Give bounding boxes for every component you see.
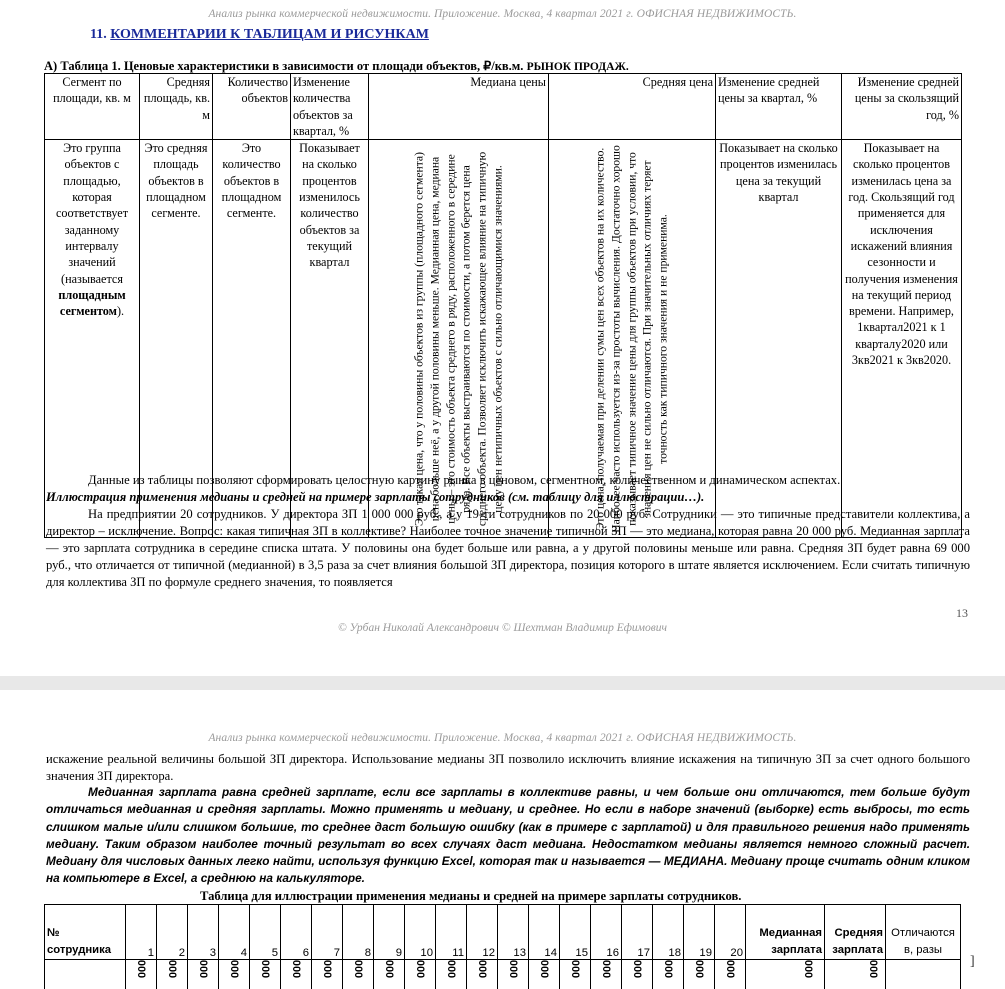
table2-cell: [250, 960, 281, 989]
salary-fragment: 000: [135, 959, 147, 979]
table1-header: Сегмент по площади, кв. м: [45, 74, 140, 140]
table2-col-header: 12: [467, 905, 498, 960]
salary-fragment: 000: [445, 959, 457, 979]
table2-cell: [684, 960, 715, 989]
illustration-title: Иллюстрация применения медианы и средней на примере зарплаты сотрудников (см. таблицу для иллюстрации…).: [46, 490, 705, 504]
salary-fragment: 000: [631, 959, 643, 979]
table2-header: № сотрудника: [45, 905, 126, 960]
table1-cell: Это средняя площадь объектов в площадном сегменте.: [140, 140, 213, 538]
table2-col-header: 10: [405, 905, 436, 960]
copyright-footer: © Урбан Николай Александрович © Шехтман Владимир Ефимович: [338, 622, 667, 634]
table2-col-header: 14: [529, 905, 560, 960]
table2-cell: [715, 960, 746, 989]
table1-header: Медиана цены: [369, 74, 549, 140]
table1-cell: Показывает на сколько процентов изменилась цена за год. Скользящий год применяется для исключения искажений влияния сезонности и получения изменения на текущий период времени. Например, 1квартал2021 к 1 кварталу2020 или 3кв2021 к 3кв2020.: [842, 140, 962, 538]
salary-fragment: 000: [662, 959, 674, 979]
table2-col-header: 9: [374, 905, 405, 960]
mean-description: Это цена, получаемая при делении сумы цен всех объектов на их количество. Наиболее часто используется из-за простоты вычисления. Достаточно хорошо показывает типичное значение цены для группы объектов при условии, что значения цен не сильно отличаются. При значительных отличиях теряет точность как типичного значения и не применима.: [593, 144, 670, 533]
table2-cell: [591, 960, 622, 989]
salary-fragment: 000: [693, 959, 705, 979]
table2-cell: [529, 960, 560, 989]
table1-cell: Показывает на сколько процентов изменилась цена за текущий квартал: [716, 140, 842, 538]
body-paragraph: На предприятии 20 сотрудников. У директора ЗП 1 000 000 руб., а у 19-ти сотрудников по 20 000 руб. Сотрудники — это типичные представители коллектива, а директор – исключение. Вопрос: какая типичная ЗП в коллективе? Наиболее точное значение типичной ЗП — это медиана, которая равна 20 000 руб. Медианная зарплата — это зарплата сотрудника в середине списка штата. У половины она будет больше или равна, а у другой половины меньше или равна. Средняя ЗП будет равна 69 000 руб., что отличается от типичной (медианной) в 3,5 раза за счет влияния большой ЗП директора, позиция которого в штате является исключением. Если считать типичную для коллектива ЗП по формуле среднего значения, то появляется: [46, 507, 970, 589]
table1-cell: Это количество объектов в площадном сегменте.: [213, 140, 291, 538]
page-number: 13: [956, 606, 968, 620]
salary-fragment: 000: [802, 959, 815, 979]
body-paragraph: искажение реальной величины большой ЗП директора. Использование медианы ЗП позволило исключить влияние искажения на типичную ЗП за счет одного большого значения ЗП директора.: [46, 752, 970, 783]
table2-col-header: 20: [715, 905, 746, 960]
table2-col-header: 3: [188, 905, 219, 960]
table2-cell: [886, 960, 961, 989]
table2-data-row: [45, 960, 961, 989]
table2-cell: [653, 960, 684, 989]
table2-cell: [825, 960, 886, 989]
table2-col-header: 18: [653, 905, 684, 960]
salary-fragment: 000: [476, 959, 488, 979]
table2-col-header: 7: [312, 905, 343, 960]
table2-title: Таблица для иллюстрации применения медианы и средней на примере зарплаты сотрудников.: [200, 889, 742, 903]
table1-header: Средняя площадь, кв. м: [140, 74, 213, 140]
salary-fragment: 000: [290, 959, 302, 979]
table2-cell: [343, 960, 374, 989]
document-page-2: [0, 690, 1005, 989]
table2-col-header: 11: [436, 905, 467, 960]
table2-col-header: 17: [622, 905, 653, 960]
table2-col-header: 8: [343, 905, 374, 960]
table2-cell: [436, 960, 467, 989]
table2-cell: [405, 960, 436, 989]
salary-fragment: 000: [724, 959, 736, 979]
table2-cell: [622, 960, 653, 989]
table2-col-header: 1: [126, 905, 157, 960]
table2-col-header: 15: [560, 905, 591, 960]
diff-header: Отличаются в, разы: [886, 905, 961, 960]
highlight-paragraph: Медианная зарплата равна средней зарплате, если все зарплаты в коллективе равны, и чем больше они отличаются, тем больше будут отличаться медианная и средняя зарплаты. Можно применять и медиану, и среднее. Но если в наборе значений (выборке) есть выбросы, то есть слишком малые и/или слишком большие, то среднее даст большую ошибку (как в примере с зарплатой) и для правильного решения надо применять медиану. Таким образом наиболее точный результат во всех случаях даст медиана. Недостатком медианы является немного сложный расчет. Медиану для числовых данных легко найти, используя функцию Excel, которая так и называется — МЕДИАНА. Медиану проще считать одним кликом на компьютере в Excel, а среднюю на калькуляторе.: [46, 785, 970, 886]
salary-fragment: 000: [600, 959, 612, 979]
table2-cell: [746, 960, 825, 989]
table2-cell: [126, 960, 157, 989]
salary-fragment: 000: [507, 959, 519, 979]
table1-header: Средняя цена: [549, 74, 716, 140]
salary-fragment: 000: [259, 959, 271, 979]
table2-cell: [188, 960, 219, 989]
salary-fragment: 000: [414, 959, 426, 979]
table2-cell: [374, 960, 405, 989]
section-number: 11.: [90, 27, 107, 42]
table2-cell: [560, 960, 591, 989]
bracket-mark: ]: [970, 954, 975, 969]
mean-header: Средняя зарплата: [825, 905, 886, 960]
running-header: Анализ рынка коммерческой недвижимости. Приложение. Москва, 4 квартал 2021 г. ОФИСНАЯ НЕДВИЖИМОСТЬ.: [208, 8, 797, 20]
table2-col-header: 19: [684, 905, 715, 960]
table2-cell: [467, 960, 498, 989]
table2-col-header: 4: [219, 905, 250, 960]
table2-col-header: 2: [157, 905, 188, 960]
median-description: Это такая цена, что у половины объектов из группы (площадного сегмента) цена больше неё, а у другой половины меньше. Медианная цена, медиана цены – это стоимость объекта среднего в ряду, расположенного в середине ряда. Все объекты выстраиваются по стоимости, а потом берется цена среднего объекта. Позволяет исключить искажающее влияние на типичную цену цен нетипичных объектов с сильно отличающимися значениями.: [412, 151, 505, 526]
salary-fragment: 000: [352, 959, 364, 979]
section-title-link[interactable]: КОММЕНТАРИИ К ТАБЛИЦАМ И РИСУНКАМ: [110, 27, 429, 42]
table2-col-header: 5: [250, 905, 281, 960]
table2-col-header: 13: [498, 905, 529, 960]
table2-cell: [498, 960, 529, 989]
table1-header: Изменение средней цены за квартал, %: [716, 74, 842, 140]
table1-header: Количество объектов: [213, 74, 291, 140]
salary-fragment: 000: [166, 959, 178, 979]
salary-fragment: 000: [867, 959, 879, 979]
salary-fragment: 000: [197, 959, 209, 979]
table2-cell: [281, 960, 312, 989]
table1-header: Изменение количества объектов за квартал, %: [291, 74, 369, 140]
table1-header: Изменение средней цены за скользящий год, %: [842, 74, 962, 140]
table-summary: Данные из таблицы позволяют сформировать целостную картину рынка в ценовом, сегментном, количественном и динамическом аспектах.: [88, 473, 841, 487]
median-header: Медианная зарплата: [746, 905, 825, 960]
salary-fragment: 000: [569, 959, 581, 979]
table2-col-header: 6: [281, 905, 312, 960]
table2-cell: [45, 960, 126, 989]
salary-fragment: 000: [538, 959, 550, 979]
table1-cell: Это группа объектов с площадью, которая соответствует заданному интервалу значений (называется площадным сегментом).: [45, 140, 140, 538]
salary-fragment: 000: [321, 959, 333, 979]
table1-caption: А) Таблица 1. Ценовые характеристики в зависимости от площади объектов, ₽/кв.м. РЫНОК ПРОДАЖ.: [44, 59, 629, 73]
table1-cell: Показывает на сколько процентов изменилось количество объектов за текущий квартал: [291, 140, 369, 538]
table2-cell: [157, 960, 188, 989]
running-header: Анализ рынка коммерческой недвижимости. Приложение. Москва, 4 квартал 2021 г. ОФИСНАЯ НЕДВИЖИМОСТЬ.: [208, 732, 797, 744]
table1: [44, 73, 962, 538]
table2-col-header: 16: [591, 905, 622, 960]
salary-fragment: 000: [383, 959, 395, 979]
table2: [44, 904, 961, 989]
table2-cell: [312, 960, 343, 989]
table2-cell: [219, 960, 250, 989]
table1-header-row: [45, 74, 962, 140]
salary-fragment: 000: [228, 959, 240, 979]
section-title: [90, 27, 429, 43]
table2-header-row: [45, 905, 961, 960]
